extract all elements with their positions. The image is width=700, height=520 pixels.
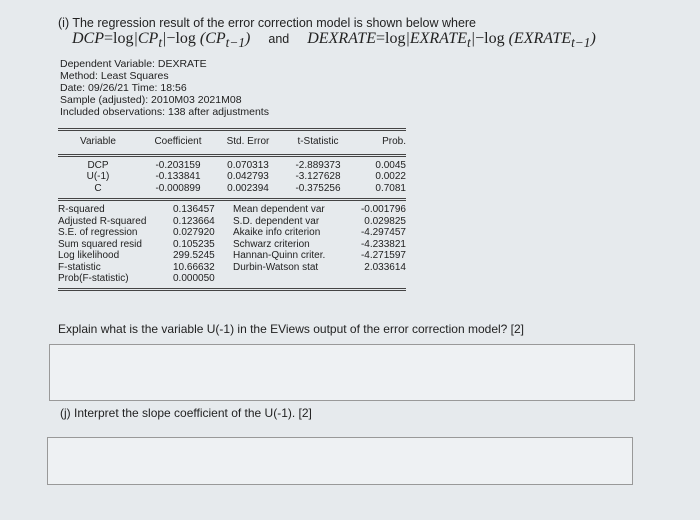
table-cell: -3.127628: [295, 171, 341, 182]
stat-cell: 0.105235: [173, 238, 215, 250]
stat-cell: 299.5245: [173, 250, 215, 261]
dependent-variable: Dependent Variable: DEXRATE: [60, 58, 207, 70]
answer-box-explain[interactable]: [49, 344, 635, 401]
date-time: Date: 09/26/21 Time: 18:56: [60, 82, 187, 94]
stat-cell: -0.001796: [360, 204, 406, 215]
table-cell: -0.375256: [295, 182, 341, 194]
stat-cell: Prob(F-statistic): [58, 273, 129, 284]
table-row: [58, 171, 406, 183]
table-cell: -0.203159: [155, 159, 201, 171]
formula-dexrate: $DEXRATE=\log|EXRATE_t|-\log$ $(EXRATE_{t-1})$: [307, 30, 596, 51]
stat-cell: Schwarz criterion: [233, 238, 310, 250]
stat-cell: 0.000050: [173, 273, 215, 284]
table-cell: 0.002394: [227, 182, 269, 194]
method: Method: Least Squares: [60, 70, 169, 82]
observations: Included observations: 138 after adjustments: [60, 106, 269, 118]
stat-cell: -4.233821: [360, 238, 406, 250]
stat-cell: 0.029825: [364, 215, 406, 227]
formula-and: and: [268, 32, 290, 46]
col-coefficient: Coefficient: [154, 136, 202, 147]
table-cell: 0.042793: [227, 171, 269, 182]
stat-cell: 2.033614: [364, 261, 406, 273]
col-std-error: Std. Error: [226, 136, 270, 147]
stat-cell: 0.027920: [173, 227, 215, 238]
regression-header: [60, 58, 269, 118]
stat-row: [58, 273, 406, 285]
table-cell: C: [94, 182, 102, 194]
stat-cell: Log likelihood: [58, 250, 120, 261]
table-cell: -2.889373: [295, 159, 341, 171]
table-row: [58, 160, 406, 172]
col-variable: Variable: [80, 136, 116, 147]
stat-cell: S.E. of regression: [58, 227, 138, 238]
table-cell: -0.133841: [155, 171, 201, 182]
stat-cell: F-statistic: [58, 261, 101, 273]
regression-table: [58, 128, 406, 291]
table-cell: 0.7081: [375, 182, 406, 194]
stat-cell: 0.123664: [173, 215, 215, 227]
question-i-intro: (i) The regression result of the error correction model is shown below where: [58, 16, 477, 30]
stat-cell: Akaike info criterion: [233, 227, 321, 238]
stat-cell: [233, 273, 348, 285]
stat-cell: [348, 273, 406, 285]
stat-cell: Mean dependent var: [233, 204, 325, 215]
stat-cell: S.D. dependent var: [233, 215, 320, 227]
stat-row: [58, 227, 406, 239]
formula: [72, 30, 596, 51]
stat-row: [58, 204, 406, 216]
stat-row: [58, 239, 406, 251]
stat-cell: -4.297457: [360, 227, 406, 238]
stat-cell: Adjusted R-squared: [58, 215, 147, 227]
stat-cell: Sum squared resid: [58, 238, 142, 250]
table-header: [58, 131, 406, 154]
stat-cell: Durbin-Watson stat: [233, 261, 319, 273]
col-t-statistic: t-Statistic: [297, 136, 339, 147]
col-prob: Prob.: [382, 136, 406, 147]
stat-cell: R-squared: [58, 204, 105, 215]
answer-box-j[interactable]: [47, 437, 633, 485]
formula-dcp: $DCP=\log|CP_t|-\log$ $(CP_{t-1})$: [72, 30, 251, 51]
stat-row: [58, 262, 406, 274]
table-cell: -0.000899: [155, 182, 201, 194]
table-cell: 0.070313: [227, 159, 269, 171]
question-explain: Explain what is the variable U(-1) in the EViews output of the error correction model? [2]: [58, 322, 525, 336]
stat-cell: Hannan-Quinn criter.: [233, 250, 326, 261]
stat-cell: 10.66632: [173, 261, 215, 273]
table-row: [58, 183, 406, 195]
table-cell: 0.0022: [375, 171, 406, 182]
stat-cell: 0.136457: [173, 204, 215, 215]
table-cell: 0.0045: [375, 159, 406, 171]
table-cell: U(-1): [86, 171, 110, 182]
question-j: (j) Interpret the slope coefficient of the U(-1). [2]: [60, 406, 312, 420]
sample: Sample (adjusted): 2010M03 2021M08: [60, 94, 242, 106]
stat-row: [58, 216, 406, 228]
stat-row: [58, 250, 406, 262]
table-cell: DCP: [87, 159, 109, 171]
stat-cell: -4.271597: [360, 250, 406, 261]
